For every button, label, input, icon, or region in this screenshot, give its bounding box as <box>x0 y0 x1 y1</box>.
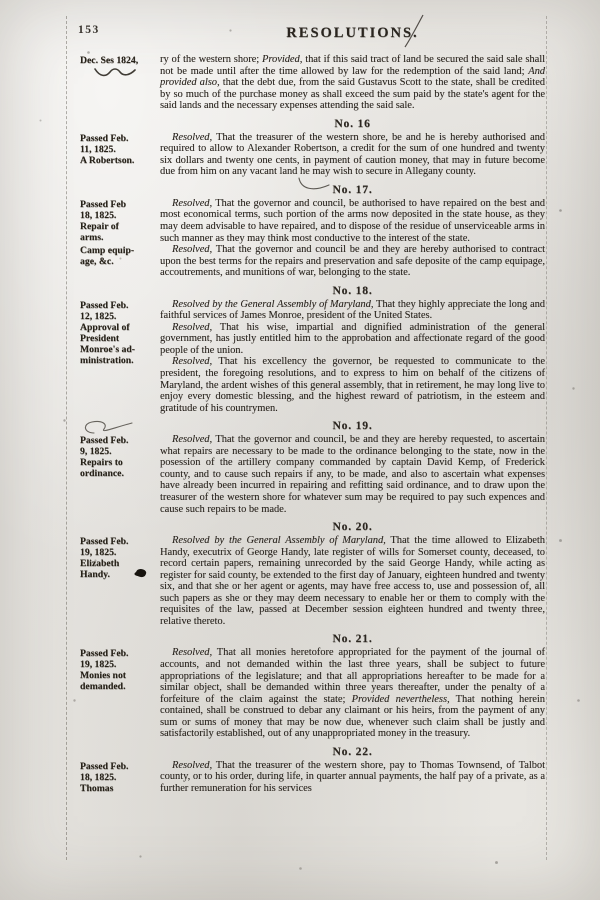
margin-gutter <box>78 113 160 132</box>
resolution-block <box>78 760 545 795</box>
heading-row <box>78 741 545 760</box>
margin-note <box>78 244 160 279</box>
margin-note-line: ordinance. <box>80 468 124 480</box>
margin-note-line: Passed Feb. <box>80 760 129 772</box>
margin-note <box>78 198 160 244</box>
resolution-paragraph <box>160 54 545 112</box>
margin-gutter <box>78 741 160 760</box>
margin-note-line: Handy. <box>80 569 110 581</box>
resolution-paragraph <box>160 244 545 279</box>
resolution-section <box>78 179 545 279</box>
margin-gutter <box>78 179 160 198</box>
paragraph-segment: Resolved, <box>172 244 213 256</box>
margin-note-line: Repairs to <box>80 457 123 469</box>
resolution-paragraph <box>160 356 545 414</box>
handwritten-loop-mark <box>80 419 134 442</box>
paragraph-segment: Provided nevertheless, <box>351 693 450 705</box>
paragraph-segment: That the governor and council, be authorised to have repaired on the best and most economical terms, such portion of the arms now deposited in the state house, as they may deem advisable to have repaired, and to dispose of the residue of unserviceable arms in such manner as they may think most conductive to the interest of the state. <box>160 197 545 244</box>
margin-note-line: 12, 1825. <box>80 310 117 322</box>
paragraph-segment: ry of the western shore; <box>160 54 263 65</box>
running-head <box>160 24 545 42</box>
margin-note-line: age, &c. <box>80 256 114 268</box>
resolution-section <box>78 113 545 178</box>
resolution-block <box>78 535 545 627</box>
heading-row <box>78 516 545 535</box>
margin-note-line: Passed Feb. <box>80 299 129 311</box>
section-number-text: No. 19. <box>332 419 373 433</box>
section-number-heading <box>160 632 545 645</box>
resolution-paragraph <box>160 434 545 515</box>
section-number-heading <box>160 183 545 196</box>
section-number-text: No. 22. <box>332 744 373 758</box>
text-column <box>160 647 545 739</box>
paragraph-segment: Resolved, <box>172 759 213 771</box>
paragraph-segment: Resolved, <box>172 131 213 143</box>
resolution-paragraph <box>160 322 545 357</box>
section-number-text: No. 20. <box>332 520 373 534</box>
resolution-paragraph <box>160 198 545 244</box>
resolution-block <box>78 647 545 739</box>
resolution-paragraph <box>160 760 545 795</box>
resolution-paragraph <box>160 647 545 739</box>
section-number-heading <box>160 745 545 758</box>
resolution-section <box>78 516 545 627</box>
section-number-text: No. 16 <box>334 116 371 130</box>
paragraph-segment: That the treasurer of the western shore, be and he is hereby authorised and required to allow to Alexander Robertson, a credit for the sum of one hundred and twenty six dollars and twenty one cents, in payment of caution money, that may in future become due from him on any vacant land he may wish to secure in Allegany county. <box>160 131 545 178</box>
paragraph-segment: Provided, <box>262 54 303 65</box>
paragraph-segment: Resolved, <box>172 321 213 333</box>
resolution-block <box>78 198 545 244</box>
heading-row <box>78 415 545 434</box>
margin-note-line: A Robertson. <box>80 154 135 166</box>
margin-gutter <box>78 628 160 647</box>
paragraph-segment: Resolved by the General Assembly of Maryland, <box>172 298 374 310</box>
section-number-text: No. 17. <box>332 182 373 196</box>
paragraph-segment: that the debt due, from the said Gustavus Scott to the state, shall be credited by so much of the purchase money as shall exceed the sum paid by the state's agent for the said lands and the necessary expenses attending the said sale. <box>160 77 545 112</box>
margin-note-line: arms. <box>80 231 104 243</box>
text-column <box>160 516 545 535</box>
margin-note-line: Repair of <box>80 220 119 232</box>
section-number-text: No. 18. <box>332 283 373 297</box>
margin-note-line: Passed Feb. <box>80 536 129 548</box>
margin-gutter <box>78 280 160 299</box>
scan-speckles <box>0 0 1 1</box>
section-number-heading <box>160 117 545 130</box>
heading-row <box>78 280 545 299</box>
page-number: 153 <box>78 24 100 36</box>
margin-note <box>78 299 160 414</box>
text-column <box>160 132 545 178</box>
resolution-block <box>78 434 545 515</box>
paragraph-segment: Resolved by the General Assembly of Maryland, <box>172 535 386 547</box>
paragraph-segment: That his wise, impartial and dignified administration of the general government, has justly entitled him to the approbation and affectionate regard of the good people of the union. <box>160 321 545 356</box>
margin-note-line: Passed Feb. <box>80 132 129 144</box>
paragraph-segment: That they highly appreciate the long and faithful services of James Monroe, president of the United States. <box>160 298 545 322</box>
resolution-block <box>78 244 545 279</box>
text-column <box>160 299 545 414</box>
section-number-heading <box>160 284 545 297</box>
resolution-paragraph <box>160 299 545 322</box>
paragraph-segment: That the governor and council be and they are hereby authorised to contract upon the best terms for the repairs and preservation and safe deposite of the camp equipage, accoutrements, and munitions of war, belonging to the state. <box>160 244 545 279</box>
section-number-heading <box>160 520 545 533</box>
paragraph-segment: Resolved, <box>172 647 213 659</box>
paragraph-segment: That his excellency the governor, be requested to communicate to the president, the foregoing resolutions, and to express to him on behalf of the citizens of Maryland, the ardent wishes of this general assembly, that in retirement, he may long live to enjoy every domestic blessing, and the highest reward of patriotism, in the esteem and gratitude of his countrymen. <box>160 356 545 414</box>
margin-note-line: 18, 1825. <box>80 209 117 221</box>
margin-note-line: Camp equip- <box>80 245 135 257</box>
text-column <box>160 741 545 760</box>
margin-note-line: Monroe's ad- <box>80 343 135 355</box>
text-column <box>160 535 545 627</box>
margin-note-line: Dec. Ses 1824, <box>80 55 139 66</box>
page-title: RESOLUTIONS. <box>286 25 419 41</box>
margin-note-line: Thomas <box>80 782 114 794</box>
margin-note-line: Passed Feb. <box>80 435 129 447</box>
resolution-paragraph <box>160 535 545 627</box>
resolution-block <box>78 132 545 178</box>
margin-note-line: President <box>80 332 120 344</box>
margin-note <box>78 760 160 795</box>
text-column <box>160 244 545 279</box>
paragraph-segment: That the time allowed to Elizabeth Handy, executrix of George Handy, late register of wills for Somerset county, deceased, to record certain papers, remaining unrecorded by the said George Handy, while acting as register for said county, be extended to the first day of January, eighteen hundred and twenty six, and that she or her agent or agents, may have free access to, use and possession of, all such papers as she or they may deem necessary to enable her or them to comply with the requisites of the law, passed at December session eighteen hundred and twenty three, relative thereto. <box>160 535 546 627</box>
margin-note-line: 19, 1825. <box>80 547 117 559</box>
paragraph-segment: Resolved, <box>172 434 213 446</box>
paragraph-segment: Resolved, <box>172 197 213 209</box>
margin-note-line: Passed Feb <box>80 198 127 210</box>
text-column <box>160 198 545 244</box>
paragraph-segment: That the governor and council, be and they are hereby requested, to ascertain what repairs are necessary to be made to the ordinance belonging to the state, now in the posession of the artillery company commanded by captain David Kemp, of Frederick county, and to cause such repairs if any, to be made, and also to ascertain what expenses have already been incurred in repairing and refitting said ordinance, and to draw upon the treasurer of the western shore for whatever sum may be required to pay such expences and cause such repairs to be made. <box>160 434 545 515</box>
text-column <box>160 179 545 198</box>
resolution-section <box>78 628 545 739</box>
resolution-section <box>78 415 545 515</box>
margin-note-line: Passed Feb. <box>80 648 129 660</box>
margin-note-line: Elizabeth <box>80 558 120 570</box>
margin-note <box>78 535 160 627</box>
paragraph-segment: That all monies heretofore appropriated for the payment of the journal of accounts, and not demanded within the last three years, shall be subject to future appropriations of the legislature; and that all appropriations hereafter to be made for a similar object, shall be demanded within three years thereafter, under the penalty of a forfeiture of the claim against the state; <box>160 647 545 705</box>
paragraph-segment: Resolved, <box>172 356 213 368</box>
margin-note <box>78 54 160 112</box>
margin-gutter <box>78 516 160 535</box>
resolution-block <box>78 299 545 414</box>
text-column <box>160 113 545 132</box>
paragraph-segment: That the treasurer of the western shore, pay to Thomas Townsend, of Talbot county, or to his order, during life, in quarter annual payments, the half pay of a private, as a further remuneration for his services <box>160 759 545 794</box>
margin-note-line: demanded. <box>80 681 126 693</box>
resolution-block <box>78 54 545 112</box>
resolution-section <box>78 741 545 795</box>
margin-note <box>78 132 160 178</box>
handwritten-arc-mark <box>297 176 331 195</box>
page-header <box>0 0 600 42</box>
resolution-section <box>78 280 545 414</box>
text-column <box>160 760 545 795</box>
margin-note <box>78 434 160 515</box>
heading-row <box>78 628 545 647</box>
text-column <box>160 415 545 434</box>
paragraph-segment: And provided also, <box>160 65 545 89</box>
heading-row <box>78 113 545 132</box>
resolution-paragraph <box>160 132 545 178</box>
margin-note-line: Approval of <box>80 321 130 333</box>
margin-note <box>78 647 160 739</box>
text-column <box>160 54 545 112</box>
margin-note-line: 19, 1825. <box>80 659 117 671</box>
paragraph-segment: that if this said tract of land be secured the said sale shall not be made until after the time allowed by law for the redemption of the said land; <box>160 54 545 77</box>
paragraph-segment: That nothing herein contained, shall be construed to debar any claimant or his heirs, from the payment of any sum or sums of money that may be now due, whenever such claim shall be justly and satisfactorily established, out of any unappropriated money in the treasury. <box>160 693 545 740</box>
resolution-section <box>78 54 545 112</box>
resolutions-content <box>0 42 600 794</box>
section-number-heading <box>160 419 545 432</box>
section-number-text: No. 21. <box>332 632 373 646</box>
text-column <box>160 628 545 647</box>
margin-note-line: Monies not <box>80 670 127 682</box>
margin-note-line: 11, 1825. <box>80 143 116 155</box>
text-column <box>160 434 545 515</box>
margin-note-line: 9, 1825. <box>80 446 112 458</box>
margin-note-line: ministration. <box>80 354 134 366</box>
text-column <box>160 280 545 299</box>
heading-row <box>78 179 545 198</box>
margin-note-line: 18, 1825. <box>80 771 117 783</box>
handwritten-squiggle-mark <box>92 65 154 83</box>
